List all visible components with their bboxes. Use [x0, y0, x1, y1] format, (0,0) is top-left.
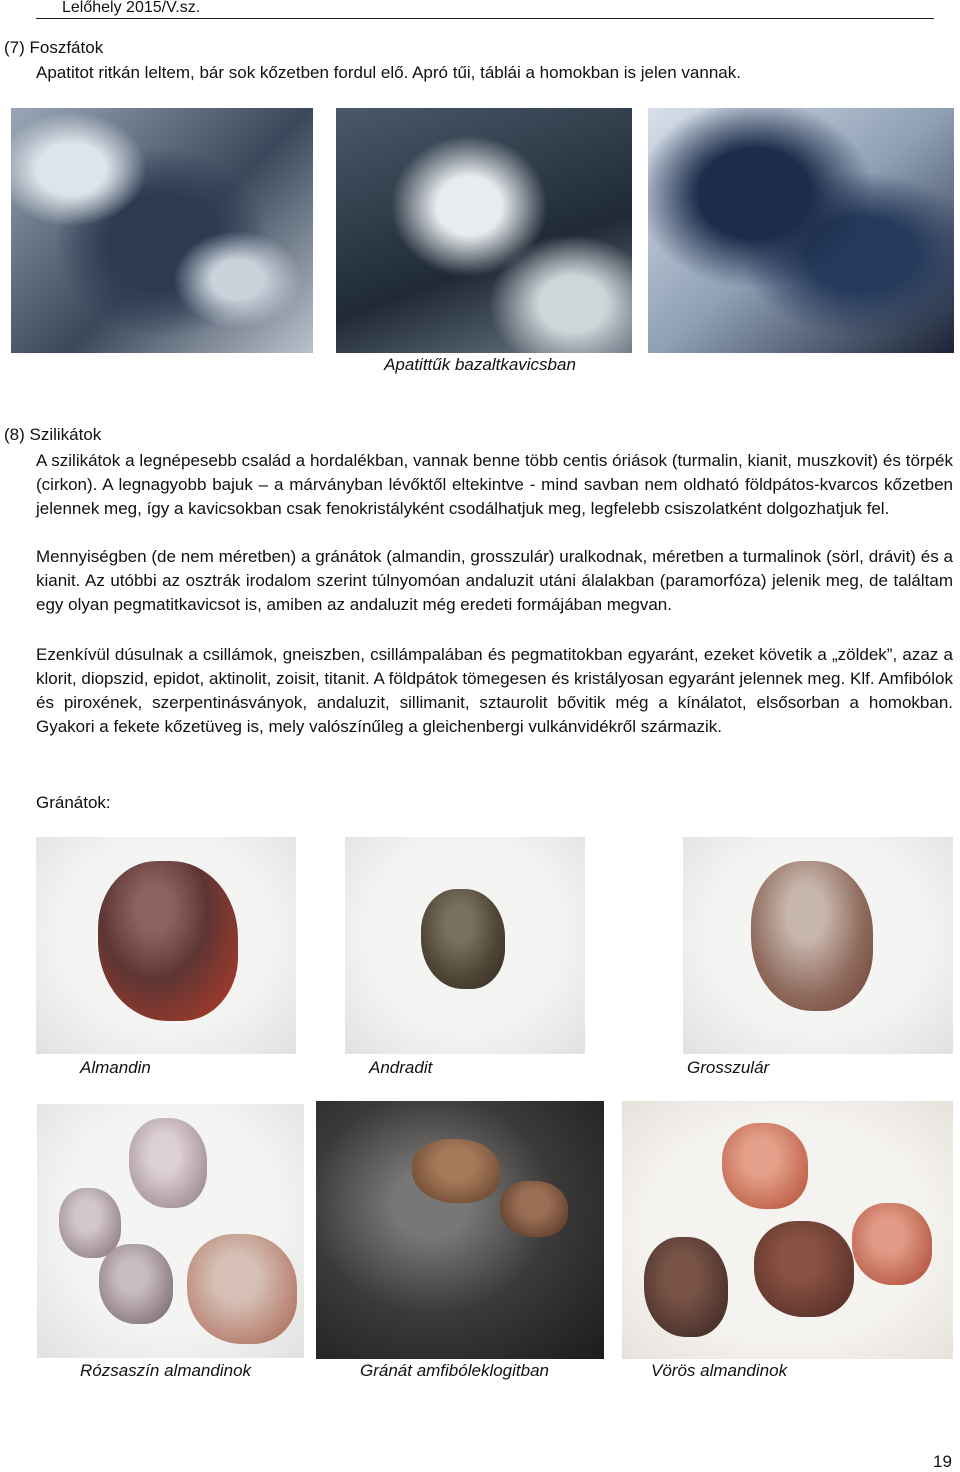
header-text: Lelőhely 2015/V.sz. — [62, 0, 201, 16]
page-number: 19 — [933, 1452, 952, 1471]
apatite-photo-3 — [648, 108, 954, 353]
rozsaszin-almandinok-photo — [37, 1104, 304, 1358]
section-8-para-1: A szilikátok a legnépesebb család a hordalékban, vannak benne több centis óriások (turmalin, kianit, muszkovit) és törpék (cirkon). A legnagyobb bajuk – a márványban lévőktől eltekintve - mind savban nem oldható földpátos-kvarcos kőzetben jelennek meg, így a kavicsokban csak fenokristályként csodálhatjuk meg, legfelebb csiszolatként dolgozhatjuk fel. — [36, 451, 953, 518]
section-8-para-2: Mennyiségben (de nem méretben) a gránátok (almandin, grosszulár) uralkodnak, méretben a turmalinok (sörl, drávit) és a kianit. Az utóbbi az osztrák irodalom szerint túlnyomóan andaluzit utáni álalakban (paramorfóza) jelenik meg, de találtam egy olyan pegmatitkavicsot is, amiben az andaluzit még eredeti formájában megvan. — [36, 547, 953, 614]
caption-voros-almandinok: Vörös almandinok — [651, 1361, 788, 1380]
garnets-label: Gránátok: — [36, 793, 111, 812]
section-8-para-3: Ezenkívül dúsulnak a csillámok, gneiszben, csillámpalában és pegmatitokban egyaránt, ezeket követik a „zöldek”, azaz a klorit, diopszid, epidot, aktinolit, zoisit, titanit. A földpátok tömegesen és kristályosan egyaránt jelennek meg. Klf. Amfibólok és piroxének, szerpentinásványok, andaluzit, sillimanit, sztaurolit bővitik még a kínálatot, elsősorban a homokban. Gyakori a fekete kőzetüveg is, mely valószínűleg a gleichenbergi vulkánvidékről származik. — [36, 645, 953, 736]
grosszular-photo — [683, 837, 953, 1054]
apatite-caption: Apatittűk bazaltkavicsban — [384, 355, 576, 374]
apatite-photo-2 — [336, 108, 632, 353]
section-7-heading: (7) Foszfátok — [4, 38, 104, 57]
running-header — [36, 0, 934, 19]
section-7-body: Apatitot ritkán leltem, bár sok kőzetben fordul elő. Apró tűi, táblái a homokban is jelen vannak. — [36, 63, 741, 82]
caption-grosszular: Grosszulár — [687, 1058, 770, 1077]
almandin-photo — [36, 837, 296, 1054]
caption-almandin: Almandin — [80, 1058, 151, 1077]
caption-rozsaszin-almandinok: Rózsaszín almandinok — [80, 1361, 252, 1380]
apatite-photo-1 — [11, 108, 313, 353]
caption-granat-amfiboleklogitban: Gránát amfibóleklogitban — [360, 1361, 550, 1380]
caption-andradit: Andradit — [369, 1058, 433, 1077]
andradit-photo — [345, 837, 585, 1054]
granat-amfiboleklogitban-photo — [316, 1101, 604, 1359]
section-8-heading: (8) Szilikátok — [4, 425, 102, 444]
voros-almandinok-photo — [622, 1101, 953, 1359]
